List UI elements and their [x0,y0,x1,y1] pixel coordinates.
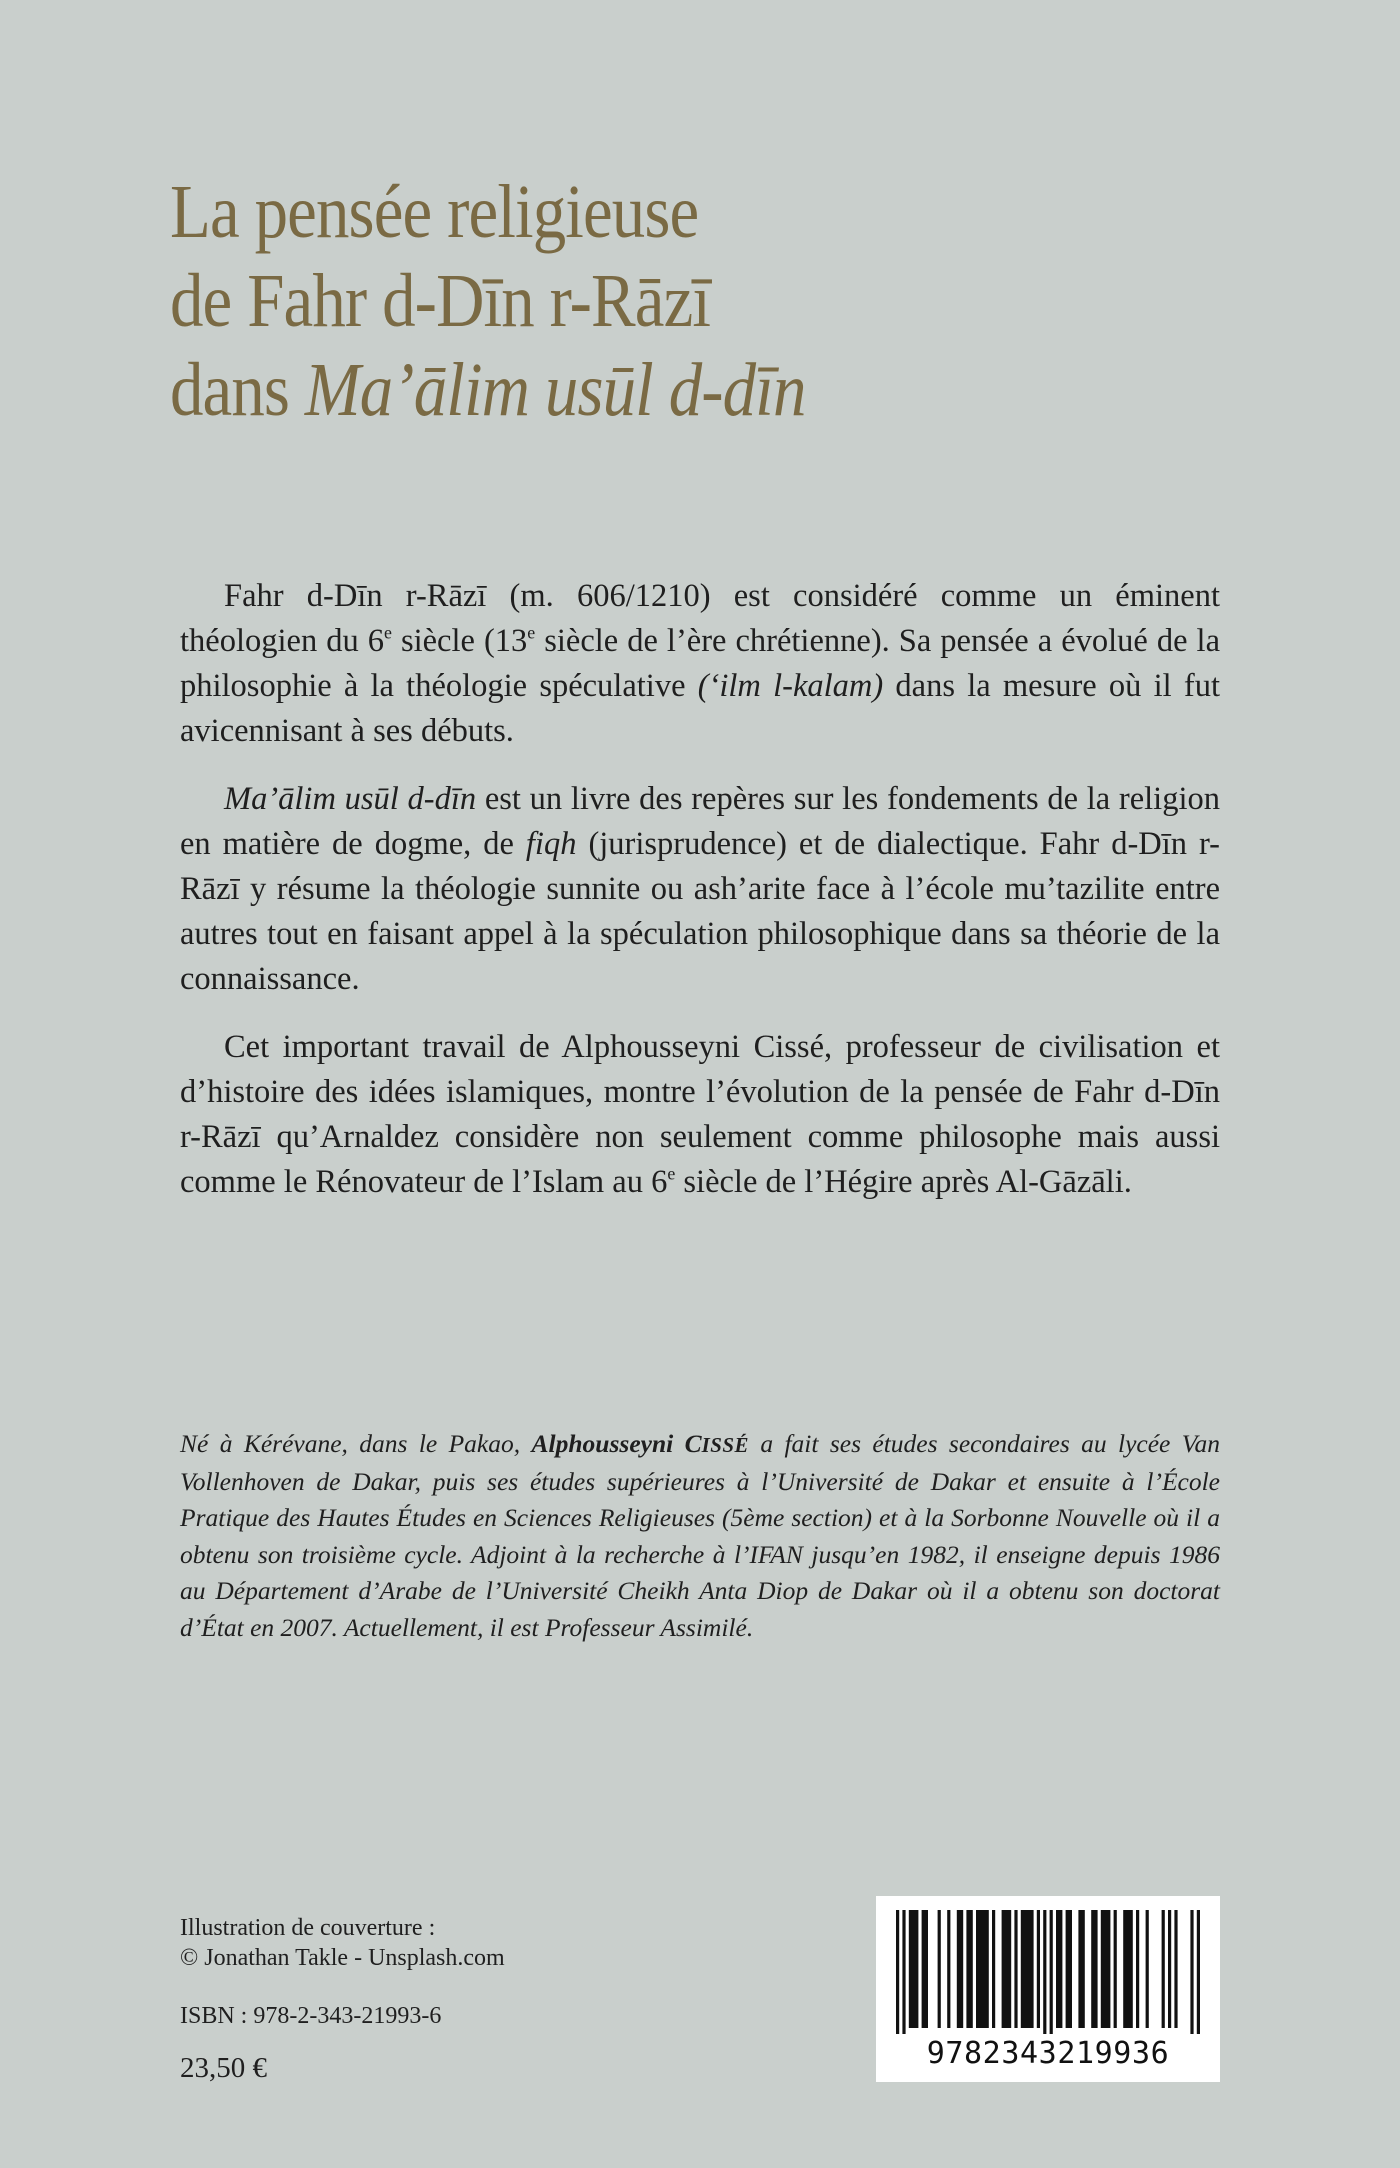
p3-text-a: Cet important travail de Alphousseyni Cissé, professeur de civilisation et d’histoire des idées islamiques, montre l’évolution de la pensée de Fahr d-Dīn r-Rāzī qu’Arnaldez considère non seulement comme philosophe mais aussi comme le Rénovateur de l’Islam au 6 [180,1029,1220,1200]
barcode-bar [976,1910,989,2028]
p2-text-a: est un livre des repères sur les fondements de la religion en matière de dogme, de [180,781,1220,862]
p3-sup: e [667,1163,676,1184]
barcode-bar [902,1910,905,2034]
barcode [876,1896,1220,2082]
barcode-bar [1123,1910,1133,2028]
barcode-bar [1002,1910,1012,2028]
barcode-bar [947,1910,950,2028]
credits-line-2: © Jonathan Takle - Unsplash.com [180,1945,505,1971]
barcode-bar [992,1910,995,2028]
barcode-bar [1091,1910,1097,2028]
barcode-bar [1101,1910,1111,2028]
barcode-bar [1190,1910,1193,2034]
barcode-bar [1197,1910,1200,2034]
author-name-first: Alphousseyni C [531,1429,702,1458]
barcode-bars [896,1910,1200,2034]
title-line-2: de Fahr d-Dīn r-Rāzī [170,259,711,343]
p2-italic-1: Ma’ālim usūl d-dīn [224,781,477,817]
barcode-bar [896,1910,899,2034]
credits-line-1: Illustration de couverture : [180,1915,436,1941]
p3-text-b: siècle de l’Hégire après Al-Gāzāli. [675,1164,1132,1200]
barcode-bar [1174,1910,1177,2028]
barcode-bar [1066,1910,1072,2028]
barcode-bar [1037,1910,1040,2028]
barcode-bar [1014,1910,1017,2028]
bio-text-a: Né à Kérévane, dans le Pakao, [180,1429,532,1458]
title-line-3 [170,346,1138,435]
p1-italic: (‘ilm l-kalam) [697,668,884,704]
barcode-bar [1136,1910,1139,2028]
barcode-bar [1078,1910,1084,2028]
barcode-bar [922,1910,928,2028]
barcode-bar [1043,1910,1046,2034]
book-summary [180,574,1220,1228]
author-bio [180,1426,1220,1646]
barcode-bar [1114,1910,1117,2028]
summary-paragraph-1 [180,574,1220,754]
barcode-bar [1056,1910,1062,2028]
author-name-smallcaps: ISSÉ [701,1433,749,1457]
summary-paragraph-2 [180,777,1220,1002]
barcode-bar [957,1910,963,2028]
p2-italic-2: fiqh [525,826,577,862]
book-title [170,168,1270,435]
cover-credits [180,1913,505,1973]
p1-sup-1: e [383,622,392,643]
barcode-digits: 9782343219936 [926,2036,1170,2071]
title-line-3-prefix: dans [170,348,305,432]
title-line-1: La pensée religieuse [170,170,699,254]
p1-sup-2: e [527,622,536,643]
author-name [532,1429,749,1458]
barcode-bar [1162,1910,1165,2028]
p1-text-a: Fahr d-Dīn r-Rāzī (m. 606/1210) est considéré comme un éminent théologien du 6 [180,578,1220,659]
barcode-bar [1021,1910,1034,2028]
bio-text-b: a fait ses études secondaires au lycée Van Vollenhoven de Dakar, puis ses études supérieures à l’Université de Dakar et ensuite à l’École Pratique des Hautes Études en Sciences Religieuses (5ème section) et à la Sorbonne Nouvelle où il a obtenu son troisième cycle. Adjoint à la recherche à l’IFAN jusqu’en 1982, il enseigne depuis 1986 au Département d’Arabe de l’Université Cheikh Anta Diop de Dakar où il a obtenu son doctorat d’État en 2007. Actuellement, il est Professeur Assimilé. [180,1429,1220,1642]
barcode-bar [1146,1910,1149,2028]
price: 23,50 € [180,2052,267,2084]
summary-paragraph-3 [180,1025,1220,1205]
p1-text-c: siècle de l’ère chrétienne). Sa pensée a évolué de la philosophie à la théologie spéculative [180,623,1220,704]
barcode-bar [909,1910,919,2028]
barcode-bar [1168,1910,1171,2028]
barcode-bar [938,1910,941,2028]
barcode-bar [1050,1910,1053,2034]
title-line-3-italic: Ma’ālim usūl d-dīn [304,348,806,432]
p1-text-d: dans la mesure où il fut avicennisant à ses débuts. [180,668,1220,749]
barcode-bar [966,1910,972,2028]
author-bio-paragraph [180,1426,1220,1646]
p2-text-b: (jurisprudence) et de dialectique. Fahr d-Dīn r-Rāzī y résume la théologie sunnite ou ash’arite face à l’école mu’tazilite entre autres tout en faisant appel à la spéculation philosophique dans sa théorie de la connaissance. [180,826,1220,997]
isbn: ISBN : 978-2-343-21993-6 [180,2003,442,2029]
p1-text-b: siècle (13 [391,623,528,659]
